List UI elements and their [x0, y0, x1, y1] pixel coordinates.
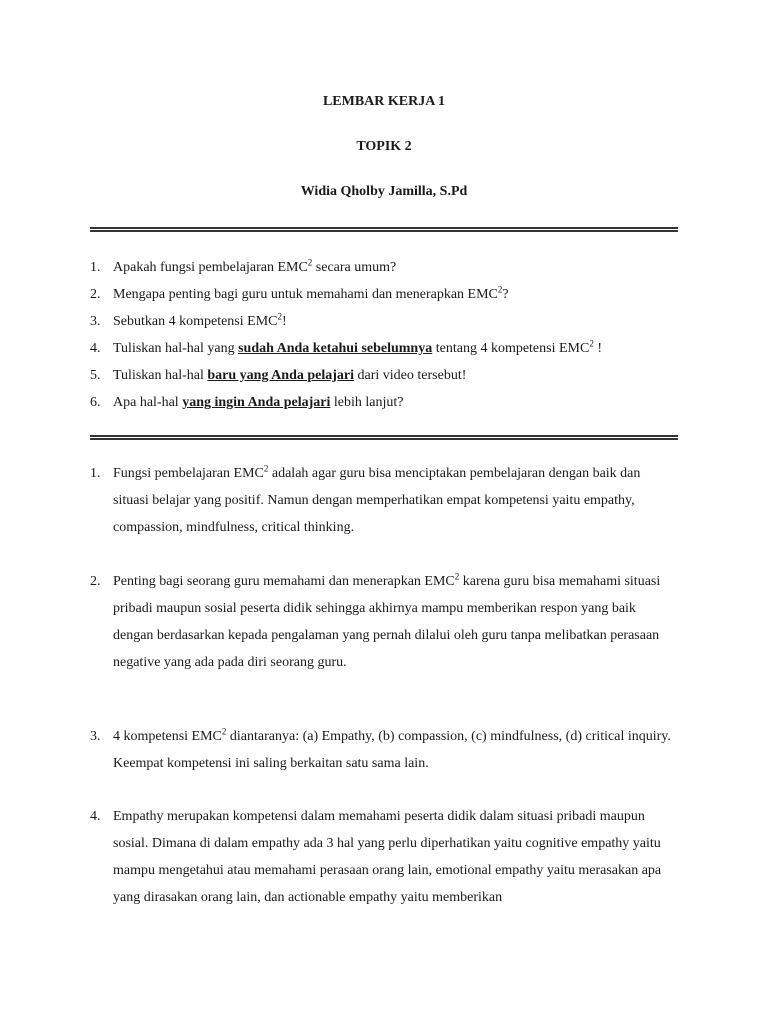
question-list — [90, 259, 690, 421]
answer-item — [90, 460, 678, 541]
underlined-phrase: sudah Anda ketahui sebelumnya — [238, 341, 433, 356]
answer-text: Empathy merupakan kompetensi dalam memahami peserta didik dalam situasi pribadi maupun sosial. Dimana di dalam empathy ada 3 hal yang perlu diperhatikan yaitu cognitive empathy yaitu mampu mengetahui atau memahami perasaan orang lain, emotional empathy yaitu merasakan apa yang dirasakan orang lain, dan actionable empathy yaitu memberikan — [113, 809, 662, 905]
answer-number: 4. — [90, 809, 101, 824]
divider-top — [90, 227, 678, 232]
question-text: Apakah fungsi pembelajaran EMC$^2$ secara umum? — [113, 257, 397, 275]
underlined-phrase: yang ingin Anda pelajari — [182, 395, 331, 410]
divider-bottom — [90, 435, 678, 440]
question-text: Tuliskan hal-hal yang sudah Anda ketahui sebelumnya tentang 4 kompetensi EMC$^2$ ! — [113, 338, 602, 356]
answer-text: Fungsi pembelajaran EMC$^2$ adalah agar guru bisa menciptakan pembelajaran dengan baik dan situasi belajar yang positif. Namun dengan memperhatikan empat kompetensi yaitu empathy, compassion, mindfulness, critical thinking. — [113, 463, 641, 535]
question-item — [90, 340, 690, 367]
answer-item — [90, 803, 678, 911]
question-text: Mengapa penting bagi guru untuk memahami dan menerapkan EMC$^2$? — [113, 284, 509, 302]
question-item — [90, 394, 690, 421]
answer-number: 2. — [90, 574, 101, 589]
question-text: Apa hal-hal yang ingin Anda pelajari lebih lanjut? — [113, 395, 404, 410]
question-item — [90, 286, 690, 313]
answer-number: 3. — [90, 729, 101, 744]
question-number: 2. — [90, 287, 101, 302]
question-number: 6. — [90, 395, 101, 410]
underlined-phrase: baru yang Anda pelajari — [207, 368, 355, 383]
answer-text: Penting bagi seorang guru memahami dan menerapkan EMC$^2$ karena guru bisa memahami situasi pribadi maupun sosial peserta didik sehingga akhirnya mampu memberikan respon yang baik dengan berdasarkan kepada pengalaman yang pernah dilalui oleh guru tanpa melibatkan perasaan negative yang ada pada diri seorang guru. — [113, 571, 661, 670]
answer-text: 4 kompetensi EMC$^2$ diantaranya: (a) Empathy, (b) compassion, (c) mindfulness, (d) critical inquiry. Keempat kompetensi ini saling berkaitan satu sama lain. — [113, 726, 671, 771]
question-number: 3. — [90, 314, 101, 329]
answer-number: 1. — [90, 466, 101, 481]
document-title: LEMBAR KERJA 1 — [322, 94, 446, 109]
answer-item — [90, 723, 678, 777]
topic-heading: TOPIK 2 — [356, 139, 412, 154]
question-number: 5. — [90, 368, 101, 383]
author-name: Widia Qholby Jamilla, S.Pd — [300, 184, 468, 199]
question-item — [90, 259, 690, 286]
question-number: 4. — [90, 341, 101, 356]
question-item — [90, 313, 690, 340]
question-item — [90, 367, 690, 394]
question-text: Sebutkan 4 kompetensi EMC$^2$! — [113, 311, 287, 329]
answer-item — [90, 568, 678, 676]
question-text: Tuliskan hal-hal baru yang Anda pelajari dari video tersebut! — [113, 368, 467, 383]
question-number: 1. — [90, 260, 101, 275]
